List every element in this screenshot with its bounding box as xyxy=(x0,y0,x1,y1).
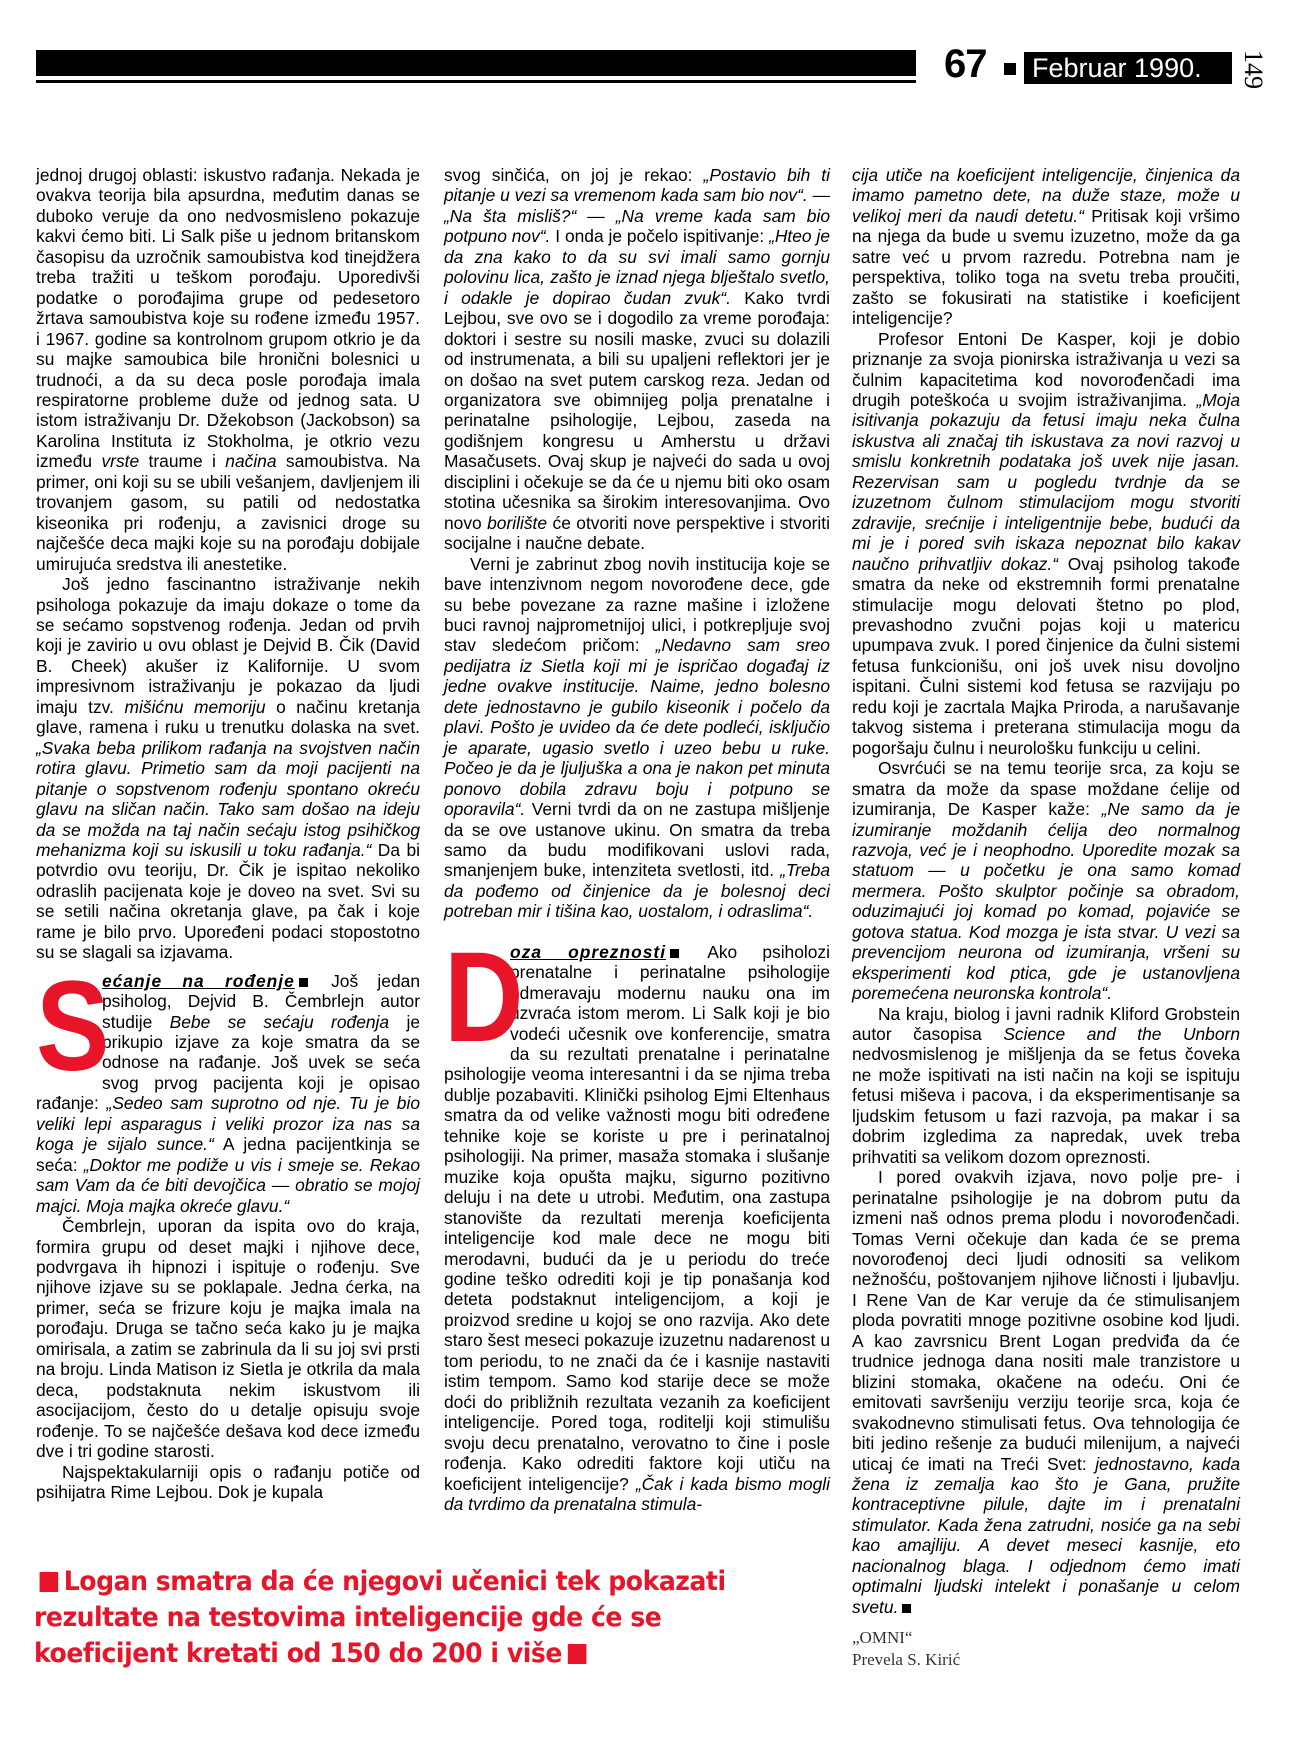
subhead-title: oza opreznosti xyxy=(510,941,667,962)
subhead-title: ećanje na rođenje xyxy=(102,970,295,991)
pull-quote-text: Logan smatra da će njegovi učenici tek pokazati rezultate na testovima inteligencije gde će se koeficijent kretati od 150 do 200 i više xyxy=(34,1566,726,1669)
article-credit xyxy=(852,1627,1240,1671)
paragraph: I pored ovakvih izjava, novo polje pre- i perinatalne psihologije je na dobrom putu da izmeni naš odnos prema plodu i novorođenčadi. Tomas Verni očekuje dan kada će se prema novorođenoj deci ljudi odnositi sa velikom nežnošću, poštovanjem njihove ličnosti i ljubavlju. I Rene Van de Kar veruje da će stimulisanjem ploda povratiti mnoge pozitivne osobine kod ljudi. A kao zavrsnicu Brent Logan predviđa da će trudnice jednoga dana nositi male tranzistore u blizini stomaka, okačene na odeću. Oni će emitovati savršeniju verziju teorije srca, koja će svakodnevno stimulisati fetus. Ova tehnologija će biti jedino rešenje za budući milenijum, a najveći uticaj će imati na Treći Svet: jednostavno, kada žena iz zemalja kao što je Gana, pružite kontraceptivne pilule, dajte im i prenatalni stimulator. Kada žena zatrudni, nosiće ga na sebi kao amajliju. A devet meseci kasnije, eto nacionalnog blaga. I odjednom ćemo imati optimalni ljudski intelekt i ponašanje u celom svetu. xyxy=(852,1167,1240,1617)
pull-quote-square-icon xyxy=(40,1572,59,1592)
header-rule xyxy=(36,50,916,84)
header-thick-rule xyxy=(36,50,916,76)
section-subhead: D oza opreznosti Ako psiholozi prenatalne i perinatalne psihologije odmeravaju modernu nauku ona im uzvraća istom merom. Li Salk koji je bio vodeći učesnik ove konferencije, smatra da su rezultati prenatalne i perinatalne psihologije veoma interesantni i da se njima treba dublje pozabaviti. Klinički psiholog Ejmi Eltenhaus smatra da od velike važnosti mogu biti određene tehnike koje se koriste u pre i perinatalnoj psihologiji. Na primer, masaža stomaka i slušanje muzike koja opušta majku, sigurno pozitivno deluju i na dete u utrobi. Međutim, ona zastupa stanovište da rezultati merenja koeficijenta inteligencije kod male dece ne mogu biti merodavni, budući da je u periodu do treće godine teško odrediti koji je tip ponašanja kod deteta podstaknut inteligencijom, a koji je proizvod sredine u kojoj se ono razvija. Ako dete staro šest meseci pokazuje izuzetnu nadarenost u tom periodu, to ne znači da će i kasnije nastaviti istim tempom. Samo kod starije dece se može doći do približnih rezultata vezanih za koeficijent inteligencije. Pored toga, roditelji koji stimulišu svoju decu prenatalno, verovatno to čine i posle rođenja. Kako odrediti faktore koji utiču na koeficijent inteligencije? „Čak i kada bismo mogli da tvrdimo da prenatalna stimula- xyxy=(444,925,830,1514)
drop-cap: D xyxy=(444,925,524,1069)
section-subhead: S ećanje na rođenje Još jedan psiholog, Dejvid B. Čembrlejn autor studije Bebe se sećaju rođenja je prikupio izjave za koje smatra da se odnose na rađanje. Još uvek se seća svog prvog pacijenta koji je opisao rađanje: „Sedeo sam suprotno od nje. Tu je bio veliki lepi asparagus i veliki prozor iza nas sa koga je sijalo sunce.“ A jedna pacijentkinja se seća: „Doktor me podiže u vis i smeje se. Rekao sam Vam da će biti devojčica — obratio se mojoj majci. Moja majka okreće glavu.“ xyxy=(36,954,420,1216)
article-column-3 xyxy=(852,165,1240,1671)
end-mark-icon xyxy=(902,1604,911,1613)
pull-quote xyxy=(34,1564,778,1672)
paragraph: svog sinčića, on joj je rekao: „Postavio bih ti pitanje u vezi sa vremenom kada sam bio nov“. — „Na šta misliš?“ — „Na vreme kada sam bio potpuno nov“. I onda je počelo ispitivanje: „Hteo je da zna kako to da su svi imali samo gornju polovinu lica, zašto je iznad njega blještalo svetlo, i odakle je dopirao čudan zvuk“. Kako tvrdi Lejbou, sve ovo se i dogodilo za vreme porođaja: doktori i sestre su nosili maske, zvuci su dolazili od instrumenata, a bili su upaljeni reflektori jer je on došao na svet putem carskog reza. Jedan od organizatora sve obimnijeg polja prenatalne i perinatalne psihologije, Lejbou, zaseda na godišnjem kongresu u Amherstu u državi Masačusets. Ovaj skup je najveći do sada u ovoj disciplini i očekuje se da će u njemu biti oko osam stotina učesnika sa širokim interesovanjima. Ovo novo borilište će otvoriti nove perspektive i stvoriti socijalne i naučne debate. xyxy=(444,165,831,554)
square-bullet-icon xyxy=(299,978,308,987)
paragraph: Najspektakularniji opis o rađanju potiče od psihijatra Rime Lejbou. Dok je kupala xyxy=(36,1461,420,1502)
paragraph: Verni je zabrinut zbog novih institucija koje se bave intenzivnom negom novorođene dece, gde su bebe povezane za razne mašine i izložene buci ravnoj najprometnijoj ulici, i potkrepljuje svoj stav sledećom pričom: „Nedavno sam sreo pedijatra iz Sietla koji mi je ispričao događaj iz jedne ovakve institucije. Naime, jedno bolesno dete jednostavno je gubilo kiseonik i počelo da plavi. Pošto je uvideo da će dete podleći, isključio je aparate, ugasio svetlo i uzeo bebu u ruke. Počeo je da je ljuljuška a ona je nakon pet minuta ponovo dobila zdravu boju i potpuno se oporavila“. Verni tvrdi da on ne zastupa mišljenje da se ove ustanove ukinu. On smatra da treba samo da budu modifikovani uslovi rada, smanjenjem buke, intenziteta svetlosti, itd. „Treba da pođemo od činjenice da je bolesnoj deci potreban mir i tišina kao, uostalom, i odraslima“. xyxy=(444,553,830,922)
paragraph: jednoj drugoj oblasti: iskustvo rađanja. Nekada je ovakva teorija bila apsurdna, međutim danas se duboko veruje da ono nedvosmisleno pokazuje kakvi ćemo biti. Li Salk piše u jednom britanskom časopisu da uzročnik samoubistva kod tinejdžera treba tražiti u teškom porođaju. Uporedivši podatke o porođajima grupe od pedesetoro žrtava samoubistva koje su rođene između 1957. i 1967. godine sa kontrolnom grupom otkrio je da su majke samoubica bile hronični bolesnici u trudnoći, a da su deca posle porođaja imala respiratorne probleme duže od jednog sata. U istom istraživanju Dr. Džekobson (Jackobson) sa Karolina Instituta iz Stokholma, je otkrio vezu između vrste traume i načina samoubistva. Na primer, oni koji su se ubili vešanjem, davljenjem ili trovanjem gasom, su patili od nedostatka kiseonika pri rođenju, a zavisnici droge su najčešće deca majki koje su na porođaju dobijale umirujuća sredstva ili anestetike. xyxy=(36,165,420,574)
paragraph: Osvrćući se na temu teorije srca, za koju se smatra da može da spase moždane ćelije od izumiranja, De Kasper kaže: „Ne samo da je izumiranje moždanih ćelija deo normalnog razvoja, već je i neophodno. Uporedite mozak sa statuom — u početku je ona samo komad mermera. Pošto skulptor počinje sa obradom, oduzimajući joj komad po komad, pojaviće se gotova statua. Kod mozga je ista stvar. U vezi sa prevencijom neurona od izumiranja, vršeni su eksperimenti kod ptica, gde je ustanovljena poremećena neuronska kontrola“. xyxy=(852,758,1241,1004)
pull-quote-square-icon xyxy=(568,1644,587,1664)
issue-number: 149 xyxy=(1239,50,1268,89)
paragraph: Na kraju, biolog i javni radnik Kliford Grobstein autor časopisa Science and the Unborn nedvosmislenog je mišljenja da se fetus čoveka ne može ispitivati na isti način na koji se ispituju fetusi miševa i pacova, i da eksperimentisanje sa ljudskim fetusom u fazi razvoja, pa makar i sa dobrim izgledima za napredak, uvek treba prihvatiti sa velikom dozom opreznosti. xyxy=(852,1003,1240,1167)
article-column-1 xyxy=(36,165,420,1502)
issue-date: Februar 1990. xyxy=(1024,52,1232,84)
square-bullet-icon xyxy=(670,949,679,958)
header-square-icon xyxy=(1004,63,1016,75)
paragraph: Čembrlejn, uporan da ispita ovo do kraja, formira grupu od deset majki i njihove dece, podvrgava ih hipnozi i ispituje o rođenju. Sve njihove izjave su se poklapale. Jedna ćerka, na primer, seća se frizure koju je majka imala na porođaju. Druga se tačno seća kako ju je majka omirisala, a zatim se zabrinula da li su joj svi prsti na broju. Linda Matison iz Sietla je otkrila da mala deca, podstaknuta nekim iskustvom ili asocijacijom, često do u detalje opisuju svoje rođenje. To se najčešće dešava kod dece između dve i tri godine starosti. xyxy=(36,1216,420,1462)
paragraph: Profesor Entoni De Kasper, koji je dobio priznanje za svoja pionirska istraživanja u vezi sa čulnim kapacitetima kod novorođenčadi ima drugih poteškoća u svojim istraživanjima. „Moja isitivanja pokazuju da fetusi imaju neka čulna iskustva ali značaj tih iskustava za novi razvoj u smislu konkretnih podataka još uvek nije jasan. Rezervisan sam u pogledu tvrdnje da se izuzetnom čulnom stimulacijom mogu stvoriti zdravije, srećnije i inteligentnije bebe, budući da mi je i pored svih iskaza nepoznat bilo kakav naučno prihvatljiv dokaz.“ Ovaj psiholog takođe smatra da neke od ekstremnih formi prenatalne stimulacije mogu delovati štetno po plod, prevashodno zvučni pojas koji u matericu upumpava zvuk. I pored činjenice da čulni sistemi fetusa funkcionišu, oni još uvek nisu dovoljno ispitani. Čulni sistemi kod fetusa se razvijaju po redu koji je zacrtala Majka Priroda, a narušavanje takvog sistema i preterana stimulacija mogu da pogoršaju čulnu i neurološku funkciju u celini. xyxy=(852,328,1241,758)
drop-cap: S xyxy=(36,954,110,1098)
header-thin-rule xyxy=(36,80,916,83)
credit-translator: Prevela S. Kirić xyxy=(852,1650,961,1670)
article-column-2 xyxy=(444,165,830,1514)
paragraph: Još jedno fascinantno istraživanje nekih psihologa pokazuje da imaju dokaze o tome da se sećamo sopstvenog rođenja. Jedan od prvih koji je zavirio u ovu oblast je Dejvid B. Čik (David B. Cheek) akušer iz Kalifornije. U svom impresivnom istraživanju je pokazao da ljudi imaju tzv. mišićnu memoriju o načinu kretanja glave, ramena i ruku u trenutku dolaska na svet. „Svaka beba prilikom rađanja na svojstven način rotira glavu. Primetio sam da moji pacijenti na pitanje o sopstvenom rođenju spontano okreću glavu na sličan način. Tako sam došao na ideju da se možda na taj način sećaju istog psihičkog mehanizma koji su iskusili u toku rađanja.“ Da bi potvrdio ovu teoriju, Dr. Čik je ispitao nekoliko odraslih pacijenata koje je doveo na svet. Svi su se setili načina okretanja glave, pa čak i koje rame je bilo prvo. Upoređeni podaci stopostotno su se slagali sa izjavama. xyxy=(36,574,420,963)
page-number: 67 xyxy=(944,42,987,86)
paragraph: cija utiče na koeficijent inteligencije, činjenica da imamo pametno dete, na duže staze, može u velikoj meri da naudi detetu.“ Pritisak koji vršimo na njega da bude u svemu izuzetno, može da ga satre već u prvom razredu. Potrebna nam je perspektiva, toliko toga na svetu treba proučiti, zašto se fokusirati na statistike i koeficijent inteligencije? xyxy=(852,165,1240,329)
credit-source: „OMNI“ xyxy=(852,1628,913,1648)
